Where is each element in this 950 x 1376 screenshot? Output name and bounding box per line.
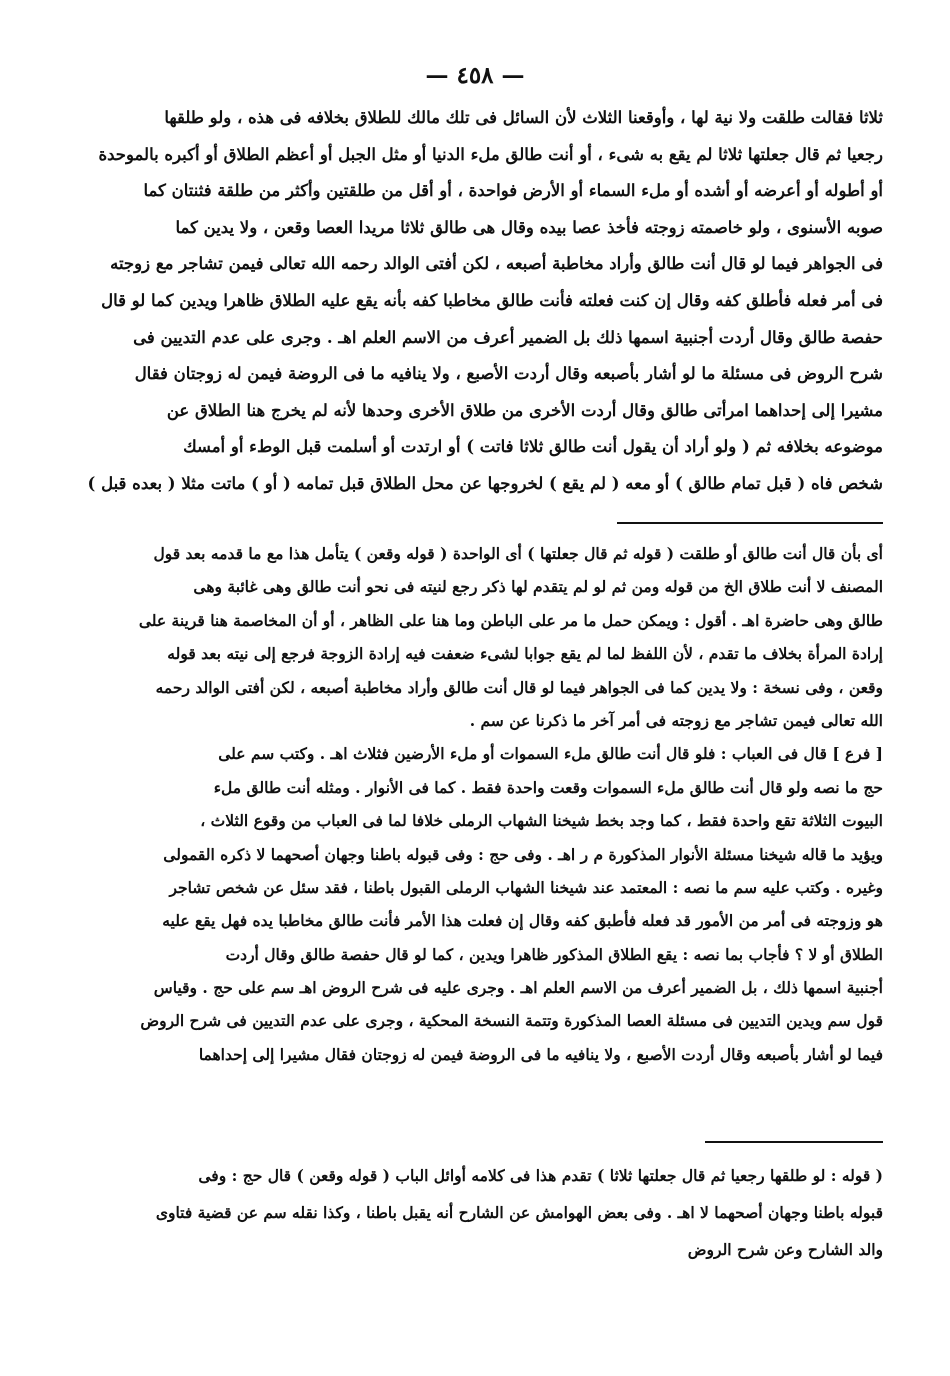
commentary-line: هو وزوجته فى أمر من الأمور قد فعله فأطبق كفه وقال إن فعلت هذا الأمر فأنت طالق مخاطبا يده فهل يقع عليه — [162, 911, 883, 931]
main-line: فى أمر فعله فأطلق كفه وقال إن كنت فعلته فأنت طالق مخاطبا كفه بأنه يقع عليه الطلاق ظاهرا ويدين كما لو قال — [101, 290, 883, 310]
commentary-line: البيوت الثلاثة تقع واحدة فقط ، كما وجد بخط شيخنا الشهاب الرملى خلافا لما فى العباب من وقوع الثلاث ، — [200, 811, 883, 831]
main-line: شرح الروض فى مسئلة ما لو أشار بأصبعه وقال أردت الأصبع ، ولا ينافيه ما فى الروضة فيمن له زوجتان فقال — [134, 364, 883, 384]
footnote-line: قبوله باطنا وجهان أصحهما لا اهـ . وفى بعض الهوامش عن الشارح أنه يقبل باطنا ، وكذا نقله سم عن قضية فتاوى — [155, 1203, 883, 1222]
commentary-line: إرادة المرأة بخلاف ما تقدم ، لأن اللفظ لما لم يقع جوابا لشىء ضعفت فيه إرادة الزوجة فرجع إلى نيته بعد قوله — [167, 644, 883, 664]
commentary-line: ويؤيد ما قاله شيخنا مسئلة الأنوار المذكورة م ر اهـ . وفى حج : وفى قبوله باطنا وجهان أصحهما لا ذكره القمولى — [163, 844, 883, 864]
footnote-line: والد الشارح وعن شرح الروض — [687, 1240, 883, 1259]
commentary-line: وقعن ، وفى نسخة : ولا يدين كما فى الجواهر فيما لو قال أنت طالق وأراد مخاطبة أصبعه ، لكن أفتى الوالد رحمه — [155, 677, 883, 697]
main-line: حفصة طالق وقال أردت أجنبية اسمها ذلك بل الضمير أعرف من الاسم العلم اهـ . وجرى على عدم التديين فى — [133, 327, 883, 347]
main-text — [88, 100, 883, 503]
main-line: شخص فاه ( قبل تمام طالق ) أو معه ( لم يقع ) لخروجها عن محل الطلاق قبل تمامه ( أو ) ماتت مثلا ( بعده قبل ) — [88, 473, 883, 493]
main-line: مشيرا إلى إحداهما امرأتى طالق وقال أردت الأخرى من طلاق الأخرى وحدها لأنه لم يخرج هنا الطلاق عن — [166, 400, 883, 420]
footnote-line: ( قوله : لو طلقها رجعيا ثم قال جعلتها ثلاثا ) تقدم هذا فى كلامه أوائل الباب ( قوله وقعن ) قال حج : وفى — [198, 1166, 883, 1185]
main-line: أو أطوله أو أعرضه أو أشده أو ملء السماء أو الأرض فواحدة ، أو أقل من طلقتين وأكثر من طلقة فثنتان كما — [143, 181, 883, 201]
commentary-line: وغيره . وكتب عليه سم ما نصه : المعتمد عند شيخنا الشهاب الرملى القبول باطنا ، فقد سئل عن شخص تشاجر — [169, 877, 883, 897]
commentary-line: حج ما نصه ولو قال أنت طالق ملء السموات وقعت واحدة فقط . كما فى الأنوار . ومثله أنت طالق ملء — [213, 777, 883, 797]
main-line: ثلاثا فقالت طلقت ولا نية لها ، وأوقعنا الثلاث لأن السائل فى تلك مالك للطلاق بخلافه فى هذه ، ولو طلقها — [164, 108, 883, 127]
commentary-line: أى بأن قال أنت طالق أو طلقت ( قوله ثم قال جعلتها ) أى الواحدة ( قوله وقعن ) يتأمل هذا مع ما قدمه بعد قول — [153, 544, 883, 563]
footnote-text — [88, 1157, 883, 1268]
commentary-line: قول سم ويدين التديين فى مسئلة العصا المذكورة وتتمة النسخة المحكية ، وجرى على عدم التديين فى شرح الروض — [140, 1011, 883, 1031]
commentary-line: طالق وهى حاضرة اهـ . أقول : ويمكن حمل ما مر على الباطن وما هنا على الظاهر ، أو أن المخاصمة هنا قرينة على — [138, 610, 883, 630]
main-line: صوبه الأسنوى ، ولو خاصمته زوجته فأخذ عصا بيده وقال هى طالق ثلاثا مريدا العصا وقعن ، ولا يدين كما — [175, 217, 883, 237]
main-line: فى الجواهر فيما لو قال أنت طالق وأراد مخاطبة أصبعه ، لكن أفتى الوالد رحمه الله تعالى فيمن تشاجر مع زوجته — [110, 254, 883, 274]
commentary-text — [88, 537, 883, 1071]
commentary-line: أجنبية اسمها ذلك ، بل الضمير أعرف من الاسم العلم اهـ . وجرى عليه فى شرح الروض اهـ سم على حج . وقياس — [153, 978, 883, 998]
commentary-line: الطلاق أو لا ؟ فأجاب بما نصه : يقع الطلاق المذكور ظاهرا ويدين ، كما لو قال حفصة طالق وقال أردت — [225, 944, 883, 964]
main-line: رجعيا ثم قال جعلتها ثلاثا لم يقع به شىء ، أو أنت طالق ملء الدنيا أو مثل الجبل أو أعظم الطلاق أو أكبره بالموحدة — [98, 144, 883, 164]
commentary-line: الله تعالى فيمن تشاجر مع زوجته فى أمر آخر ما ذكرنا عن سم . — [469, 710, 883, 730]
separator-rule — [705, 1141, 883, 1143]
commentary-line: [ فرع ] قال فى العباب : فلو قال أنت طالق ملء السموات أو ملء الأرضين فثلاث اهـ . وكتب سم على — [218, 744, 883, 764]
main-line: موضوعه بخلافه ثم ( ولو أراد أن يقول أنت طالق ثلاثا فاتت ) أو ارتدت أو أسلمت قبل الوطء أو أمسك — [183, 437, 883, 457]
separator-rule — [617, 522, 883, 524]
commentary-line: المصنف لا أنت طلاق الخ من قوله ومن ثم لو لم يتقدم لها ذكر رجع لنيته فى نحو أنت طالق وهى غائبة وهى — [193, 577, 883, 597]
page-number: — ٤٥٨ — — [425, 62, 525, 89]
commentary-line: فيما لو أشار بأصبعه وقال أردت الأصبع ، ولا ينافيه ما فى الروضة فيمن له زوجتان فقال مشيرا إلى إحداهما — [198, 1044, 883, 1064]
